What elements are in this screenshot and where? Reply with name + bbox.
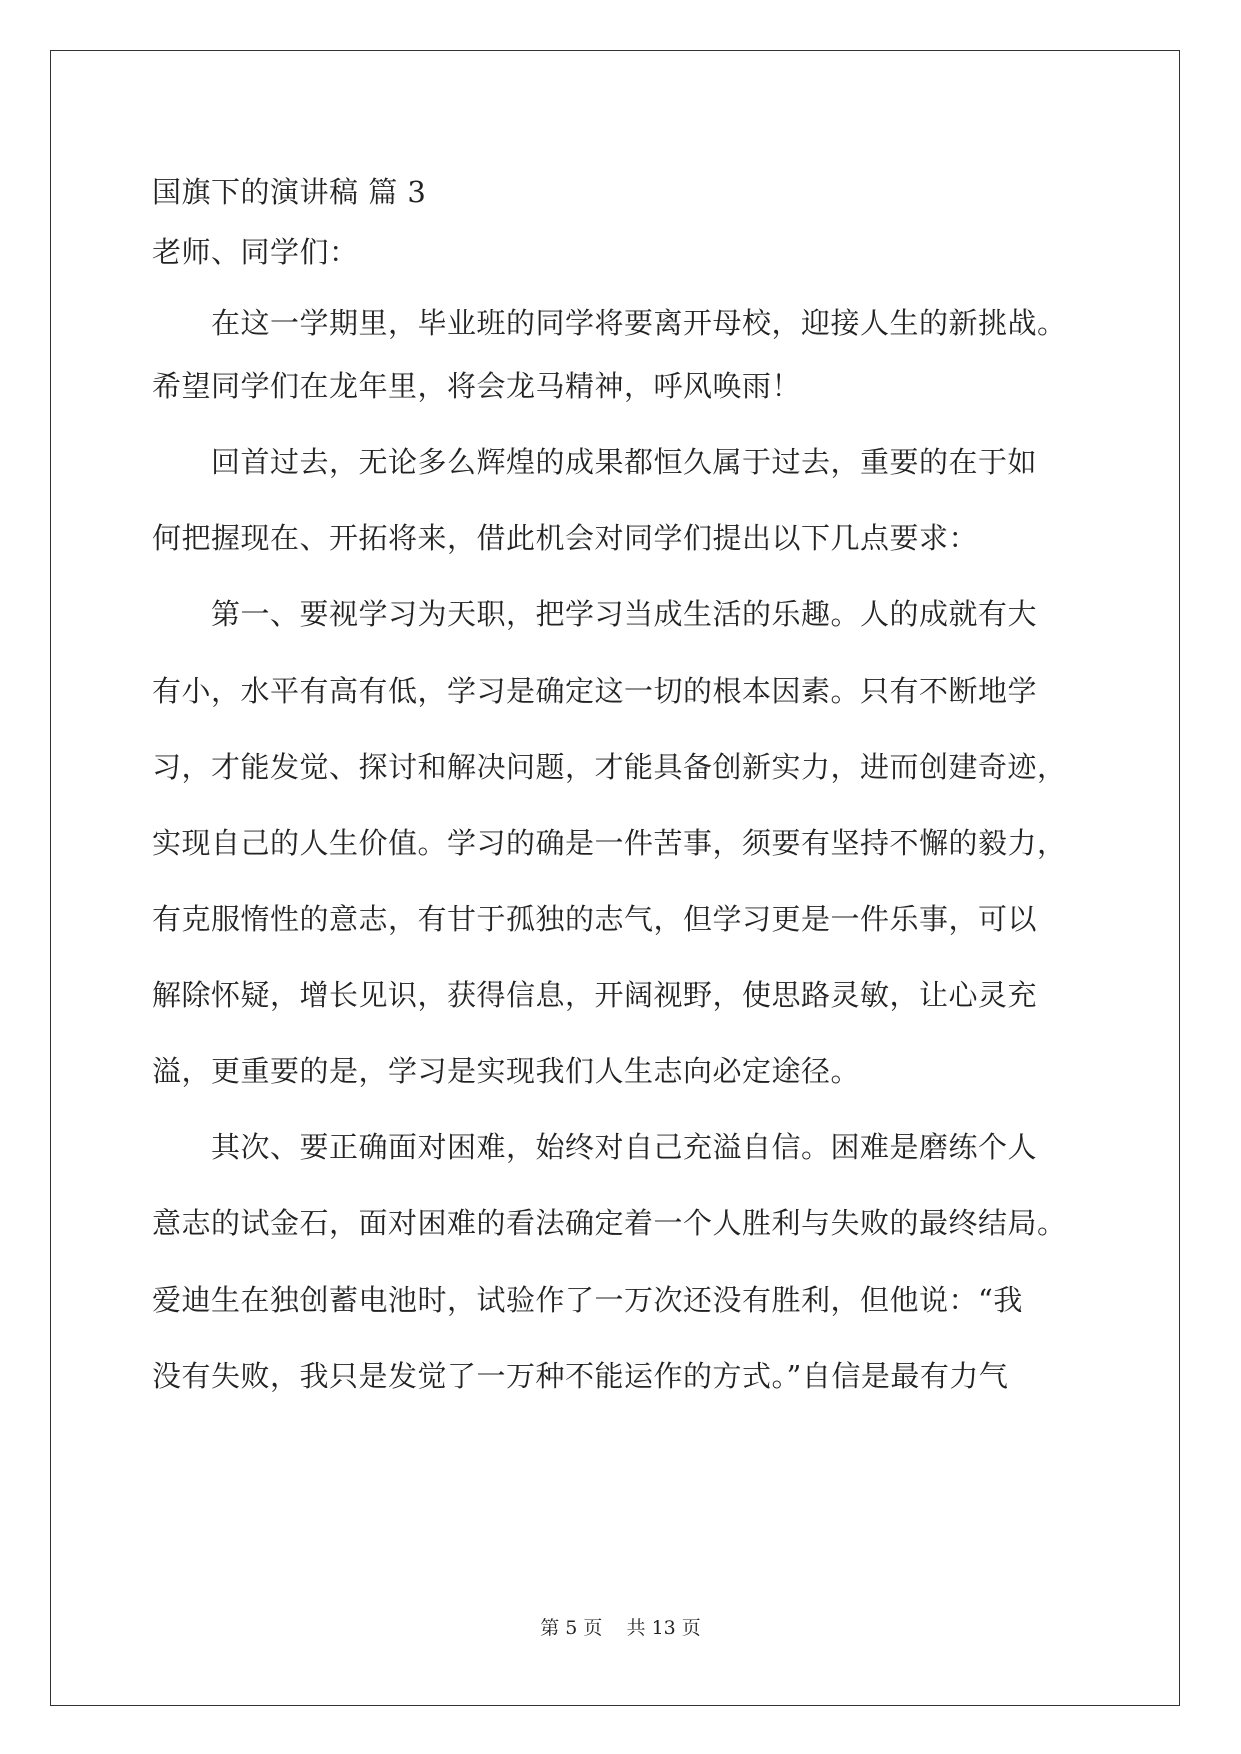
paragraph-line: 习，才能发觉、探讨和解决问题，才能具备创新实力，进而创建奇迹， xyxy=(152,750,1067,784)
paragraph-line: 第一、要视学习为天职，把学习当成生活的乐趣。人的成就有大 xyxy=(152,597,1038,631)
paragraph-line: 希望同学们在龙年里，将会龙马精神，呼风唤雨！ xyxy=(152,369,802,403)
page-footer xyxy=(0,1616,1241,1640)
page-border xyxy=(50,50,1180,1706)
paragraph-line: 有小，水平有高有低，学习是确定这一切的根本因素。只有不断地学 xyxy=(152,674,1038,708)
paragraph-line: 在这一学期里，毕业班的同学将要离开母校，迎接人生的新挑战。 xyxy=(152,306,1067,340)
paragraph-line: 其次、要正确面对困难，始终对自己充溢自信。困难是磨练个人 xyxy=(152,1130,1038,1164)
salutation: 老师、同学们： xyxy=(152,235,359,269)
paragraph-line: 没有失败，我只是发觉了一万种不能运作的方式。”自信是最有力气 xyxy=(152,1359,1009,1393)
document-title: 国旗下的演讲稿 篇 3 xyxy=(152,175,427,209)
paragraph-line: 解除怀疑，增长见识，获得信息，开阔视野，使思路灵敏，让心灵充 xyxy=(152,978,1038,1012)
paragraph-line: 何把握现在、开拓将来，借此机会对同学们提出以下几点要求： xyxy=(152,521,979,555)
paragraph-line: 爱迪生在独创蓄电池时，试验作了一万次还没有胜利，但他说：“我 xyxy=(152,1283,1023,1317)
page-total: 共 13 页 xyxy=(626,1617,701,1639)
paragraph-line: 有克服惰性的意志，有甘于孤独的志气，但学习更是一件乐事，可以 xyxy=(152,902,1038,936)
paragraph-line: 回首过去，无论多么辉煌的成果都恒久属于过去，重要的在于如 xyxy=(152,445,1038,479)
page-number: 第 5 页 xyxy=(540,1617,603,1639)
paragraph-line: 实现自己的人生价值。学习的确是一件苦事，须要有坚持不懈的毅力， xyxy=(152,826,1067,860)
paragraph-line: 溢，更重要的是，学习是实现我们人生志向必定途径。 xyxy=(152,1054,861,1088)
paragraph-line: 意志的试金石，面对困难的看法确定着一个人胜利与失败的最终结局。 xyxy=(152,1206,1067,1240)
